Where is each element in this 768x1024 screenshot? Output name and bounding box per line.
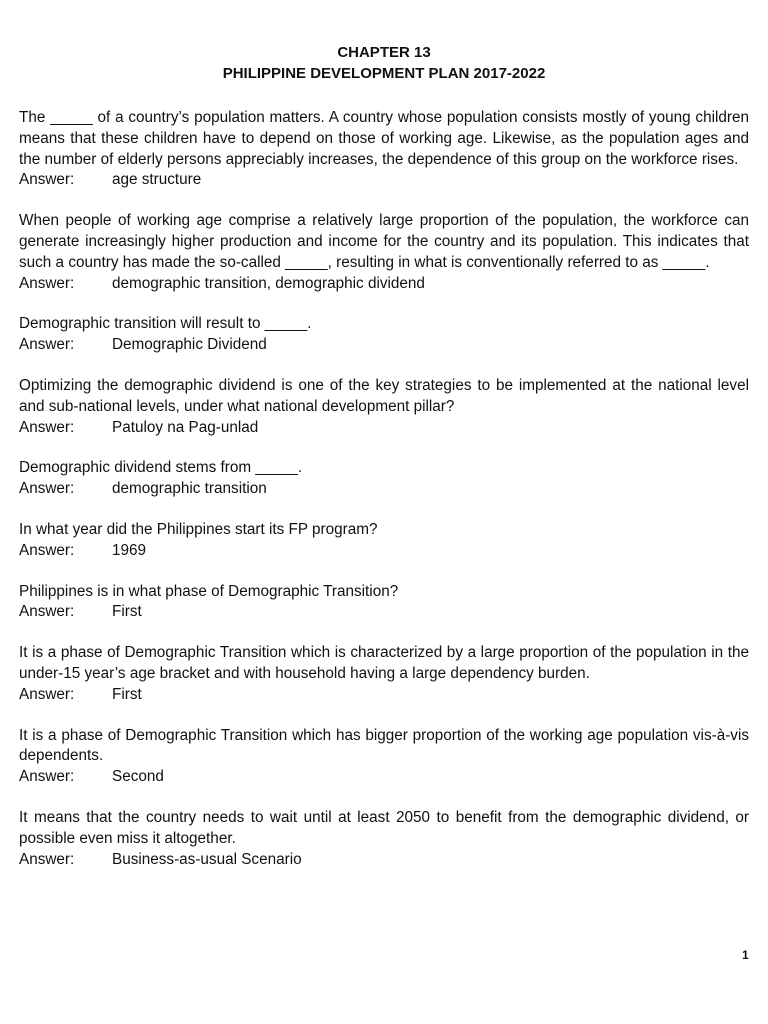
answer-row	[19, 541, 749, 562]
question-text: Philippines is in what phase of Demographic Transition?	[19, 582, 399, 600]
question-text: Optimizing the demographic dividend is one of the key strategies to be implemented at the national level and sub-national levels, under what national development pillar?	[19, 376, 749, 415]
answer-label: Answer:	[19, 336, 75, 354]
answer-value: age structure	[112, 171, 202, 189]
question-text: The _____ of a country’s population matters. A country whose population consists mostly of young children means that these children have to depend on those of working age. Likewise, as the population ages and the number of elderly persons appreciably increases, the dependence of this group on the workforce rises.	[19, 109, 749, 168]
answer-value: Second	[112, 768, 164, 786]
answer-value: Demographic Dividend	[112, 336, 267, 354]
answer-label: Answer:	[19, 418, 75, 436]
answer-row	[19, 274, 749, 295]
chapter-heading: CHAPTER 13	[337, 44, 431, 61]
question-text: It means that the country needs to wait until at least 2050 to benefit from the demographic dividend, or possible even miss it altogether.	[19, 808, 749, 847]
document-page	[19, 42, 749, 870]
answer-row	[19, 850, 749, 871]
answer-value: First	[112, 685, 142, 703]
answer-row	[19, 602, 749, 623]
answer-value: Patuloy na Pag-unlad	[112, 418, 259, 436]
answer-label: Answer:	[19, 171, 75, 189]
answer-row	[19, 767, 749, 788]
page-number: 1	[742, 948, 749, 962]
question-text: Demographic dividend stems from _____.	[19, 459, 303, 477]
answer-label: Answer:	[19, 850, 75, 868]
answer-label: Answer:	[19, 685, 75, 703]
answer-value: Business-as-usual Scenario	[112, 850, 302, 868]
question-text: Demographic transition will result to _____.	[19, 315, 312, 333]
answer-value: demographic transition, demographic dividend	[112, 274, 425, 292]
answer-row	[19, 685, 749, 706]
answer-label: Answer:	[19, 274, 75, 292]
qa-item	[19, 582, 749, 624]
answer-value: First	[112, 603, 142, 621]
question-text: When people of working age comprise a relatively large proportion of the population, the workforce can generate increasingly higher production and income for the country and its population. This indicates that such a country has made the so-called _____, resulting in what is conventionally referred to as _____.	[19, 212, 749, 271]
qa-item	[19, 643, 749, 705]
document-title: PHILIPPINE DEVELOPMENT PLAN 2017-2022	[222, 65, 546, 82]
answer-label: Answer:	[19, 603, 75, 621]
document-header	[19, 42, 749, 84]
qa-item	[19, 376, 749, 438]
qa-item	[19, 211, 749, 294]
answer-row	[19, 479, 749, 500]
answer-label: Answer:	[19, 541, 75, 559]
qa-item	[19, 726, 749, 788]
qa-item	[19, 520, 749, 562]
answer-value: 1969	[112, 541, 147, 559]
answer-row	[19, 418, 749, 439]
question-text: It is a phase of Demographic Transition which has bigger proportion of the working age population vis-à-vis dependents.	[19, 726, 749, 765]
question-text: It is a phase of Demographic Transition which is characterized by a large proportion of the population in the under-15 year’s age bracket and with household having a large dependency burden.	[19, 644, 749, 682]
answer-row	[19, 335, 749, 356]
question-text: In what year did the Philippines start its FP program?	[19, 520, 378, 538]
answer-row	[19, 170, 749, 191]
qa-item	[19, 108, 749, 191]
question-answer-list	[19, 108, 749, 870]
qa-item	[19, 458, 749, 500]
answer-value: demographic transition	[112, 480, 267, 498]
qa-item	[19, 808, 749, 870]
answer-label: Answer:	[19, 768, 75, 786]
qa-item	[19, 314, 749, 356]
answer-label: Answer:	[19, 480, 75, 498]
